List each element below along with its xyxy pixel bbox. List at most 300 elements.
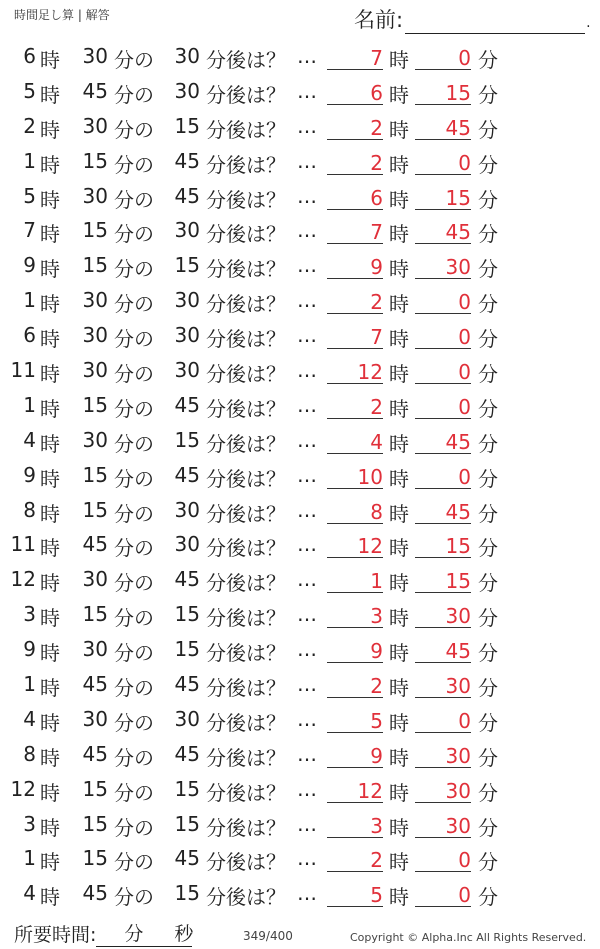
problem-row: [0, 317, 600, 352]
answer-hour: 2: [327, 846, 383, 872]
answer-hour: 9: [327, 253, 383, 279]
minutes-after-label: 分後は？: [206, 222, 286, 247]
name-trailing-dot: .: [586, 15, 591, 31]
answer-hour: 5: [327, 881, 383, 907]
answer-minute: 0: [415, 707, 471, 733]
question-hour: 2: [23, 113, 36, 138]
problem-row: [0, 771, 600, 806]
answer-minute-label: 分: [478, 676, 498, 701]
ellipsis: …: [297, 218, 317, 243]
answer-minute-label: 分: [478, 466, 498, 491]
question-minute: 30: [82, 183, 108, 208]
question-hour: 9: [23, 637, 36, 662]
ellipsis: …: [297, 113, 317, 138]
minute-of-label: 分の: [114, 745, 154, 770]
ellipsis: …: [297, 532, 317, 557]
problem-row: [0, 875, 600, 910]
question-minute: 15: [82, 392, 108, 417]
answer-hour-label: 時: [389, 536, 409, 561]
answer-hour: 1: [327, 567, 383, 593]
problem-row: [0, 178, 600, 213]
minute-of-label: 分の: [114, 885, 154, 910]
minutes-after-label: 分後は？: [206, 82, 286, 107]
ellipsis: …: [297, 288, 317, 313]
time-required: [14, 920, 192, 947]
added-minutes: 15: [174, 113, 200, 138]
question-hour: 1: [23, 846, 36, 871]
added-minutes: 15: [174, 776, 200, 801]
question-hour: 12: [10, 776, 36, 801]
answer-hour-label: 時: [389, 152, 409, 177]
minute-of-label: 分の: [114, 501, 154, 526]
minutes-after-label: 分後は？: [206, 187, 286, 212]
answer-hour: 10: [327, 463, 383, 489]
question-hour: 9: [23, 253, 36, 278]
hour-label: 時: [40, 606, 60, 631]
question-minute: 15: [82, 846, 108, 871]
added-minutes: 45: [174, 567, 200, 592]
minutes-after-label: 分後は？: [206, 117, 286, 142]
question-minute: 30: [82, 567, 108, 592]
added-minutes: 45: [174, 672, 200, 697]
added-minutes: 15: [174, 427, 200, 452]
hour-label: 時: [40, 48, 60, 72]
question-hour: 3: [23, 811, 36, 836]
hour-label: 時: [40, 571, 60, 596]
question-hour: 8: [23, 741, 36, 766]
minutes-after-label: 分後は？: [206, 606, 286, 631]
added-minutes: 15: [174, 881, 200, 906]
page-number: 349/400: [243, 929, 293, 943]
answer-hour-label: 時: [389, 187, 409, 212]
answer-minute-label: 分: [478, 780, 498, 805]
question-minute: 30: [82, 637, 108, 662]
minute-of-label: 分の: [114, 710, 154, 735]
added-minutes: 30: [174, 532, 200, 557]
added-minutes: 15: [174, 811, 200, 836]
answer-minute-label: 分: [478, 257, 498, 282]
question-minute: 30: [82, 706, 108, 731]
added-minutes: 30: [174, 44, 200, 68]
added-minutes: 45: [174, 392, 200, 417]
answer-minute: 45: [415, 428, 471, 454]
question-hour: 5: [23, 78, 36, 103]
ellipsis: …: [297, 567, 317, 592]
answer-hour-label: 時: [389, 466, 409, 491]
question-minute: 30: [82, 113, 108, 138]
answer-minute: 0: [415, 881, 471, 907]
answer-hour-label: 時: [389, 885, 409, 910]
answer-hour: 2: [327, 288, 383, 314]
question-minute: 30: [82, 358, 108, 383]
minutes-after-label: 分後は？: [206, 536, 286, 561]
question-hour: 1: [23, 288, 36, 313]
minutes-after-label: 分後は？: [206, 257, 286, 282]
minute-of-label: 分の: [114, 292, 154, 317]
minute-of-label: 分の: [114, 536, 154, 561]
added-minutes: 30: [174, 288, 200, 313]
hour-label: 時: [40, 676, 60, 701]
problem-row: [0, 701, 600, 736]
answer-hour-label: 時: [389, 431, 409, 456]
minute-of-label: 分の: [114, 466, 154, 491]
ellipsis: …: [297, 183, 317, 208]
hour-label: 時: [40, 710, 60, 735]
problem-row: [0, 38, 600, 73]
problem-row: [0, 526, 600, 561]
answer-minute: 0: [415, 44, 471, 70]
name-label: 名前:: [354, 8, 404, 32]
answer-minute-label: 分: [478, 82, 498, 107]
problem-row: [0, 840, 600, 875]
question-hour: 4: [23, 427, 36, 452]
hour-label: 時: [40, 222, 60, 247]
ellipsis: …: [297, 602, 317, 627]
question-minute: 15: [82, 462, 108, 487]
question-minute: 15: [82, 811, 108, 836]
ellipsis: …: [297, 706, 317, 731]
question-hour: 1: [23, 392, 36, 417]
answer-hour: 7: [327, 323, 383, 349]
answer-minute-label: 分: [478, 885, 498, 910]
answer-hour-label: 時: [389, 606, 409, 631]
added-minutes: 45: [174, 462, 200, 487]
question-minute: 15: [82, 602, 108, 627]
added-minutes: 45: [174, 183, 200, 208]
hour-label: 時: [40, 745, 60, 770]
answer-minute: 15: [415, 532, 471, 558]
minute-of-label: 分の: [114, 117, 154, 142]
answer-hour-label: 時: [389, 396, 409, 421]
answer-hour-label: 時: [389, 780, 409, 805]
question-minute: 30: [82, 44, 108, 68]
answer-minute-label: 分: [478, 641, 498, 666]
minute-of-label: 分の: [114, 257, 154, 282]
answer-hour: 9: [327, 637, 383, 663]
minutes-after-label: 分後は？: [206, 431, 286, 456]
answer-minute-label: 分: [478, 815, 498, 840]
answer-minute: 30: [415, 742, 471, 768]
minute-of-label: 分の: [114, 396, 154, 421]
question-hour: 9: [23, 462, 36, 487]
added-minutes: 30: [174, 218, 200, 243]
added-minutes: 30: [174, 78, 200, 103]
problem-row: [0, 736, 600, 771]
answer-minute: 0: [415, 288, 471, 314]
hour-label: 時: [40, 396, 60, 421]
minute-of-label: 分の: [114, 641, 154, 666]
question-hour: 7: [23, 218, 36, 243]
worksheet-title: 時間足し算 | 解答: [14, 8, 110, 22]
answer-minute: 45: [415, 637, 471, 663]
answer-hour: 2: [327, 672, 383, 698]
answer-minute-label: 分: [478, 850, 498, 875]
answer-hour: 12: [327, 358, 383, 384]
ellipsis: …: [297, 776, 317, 801]
hour-label: 時: [40, 850, 60, 875]
ellipsis: …: [297, 392, 317, 417]
question-hour: 6: [23, 323, 36, 348]
answer-minute-label: 分: [478, 117, 498, 142]
hour-label: 時: [40, 362, 60, 387]
minutes-after-label: 分後は？: [206, 396, 286, 421]
answer-hour: 3: [327, 812, 383, 838]
answer-minute: 45: [415, 114, 471, 140]
problem-row: [0, 561, 600, 596]
problem-row: [0, 212, 600, 247]
answer-minute: 0: [415, 149, 471, 175]
minute-of-label: 分の: [114, 187, 154, 212]
hour-label: 時: [40, 327, 60, 352]
minute-of-label: 分の: [114, 850, 154, 875]
question-hour: 3: [23, 602, 36, 627]
ellipsis: …: [297, 253, 317, 278]
minutes-after-label: 分後は？: [206, 466, 286, 491]
answer-hour-label: 時: [389, 362, 409, 387]
answer-hour: 12: [327, 532, 383, 558]
hour-label: 時: [40, 187, 60, 212]
minute-of-label: 分の: [114, 222, 154, 247]
question-hour: 11: [10, 358, 36, 383]
answer-minute: 0: [415, 463, 471, 489]
answer-hour-label: 時: [389, 257, 409, 282]
question-hour: 1: [23, 672, 36, 697]
minutes-after-label: 分後は？: [206, 571, 286, 596]
time-required-label: 所要時間:: [14, 924, 97, 946]
answer-minute-label: 分: [478, 48, 498, 72]
question-hour: 12: [10, 567, 36, 592]
minute-of-label: 分の: [114, 606, 154, 631]
minutes-after-label: 分後は？: [206, 710, 286, 735]
answer-hour: 7: [327, 218, 383, 244]
answer-hour-label: 時: [389, 48, 409, 72]
hour-label: 時: [40, 641, 60, 666]
answer-minute: 45: [415, 218, 471, 244]
ellipsis: …: [297, 881, 317, 906]
problem-row: [0, 143, 600, 178]
added-minutes: 15: [174, 637, 200, 662]
answer-hour-label: 時: [389, 710, 409, 735]
question-minute: 45: [82, 881, 108, 906]
added-minutes: 30: [174, 323, 200, 348]
minutes-after-label: 分後は？: [206, 850, 286, 875]
answer-minute-label: 分: [478, 152, 498, 177]
hour-label: 時: [40, 780, 60, 805]
answer-minute: 0: [415, 393, 471, 419]
question-minute: 45: [82, 78, 108, 103]
answer-minute-label: 分: [478, 222, 498, 247]
answer-hour-label: 時: [389, 292, 409, 317]
minute-of-label: 分の: [114, 327, 154, 352]
answer-hour-label: 時: [389, 82, 409, 107]
ellipsis: …: [297, 148, 317, 173]
hour-label: 時: [40, 257, 60, 282]
answer-hour-label: 時: [389, 676, 409, 701]
problem-row: [0, 282, 600, 317]
problem-row: [0, 352, 600, 387]
answer-minute: 0: [415, 323, 471, 349]
problem-row: [0, 457, 600, 492]
ellipsis: …: [297, 462, 317, 487]
hour-label: 時: [40, 815, 60, 840]
added-minutes: 30: [174, 497, 200, 522]
answer-hour: 4: [327, 428, 383, 454]
hour-label: 時: [40, 536, 60, 561]
answer-hour: 7: [327, 44, 383, 70]
answer-hour: 6: [327, 79, 383, 105]
question-minute: 15: [82, 218, 108, 243]
question-hour: 6: [23, 44, 36, 68]
minutes-after-label: 分後は？: [206, 501, 286, 526]
question-hour: 4: [23, 706, 36, 731]
hour-label: 時: [40, 885, 60, 910]
ellipsis: …: [297, 637, 317, 662]
problem-row: [0, 247, 600, 282]
answer-minute: 45: [415, 498, 471, 524]
minute-of-label: 分の: [114, 780, 154, 805]
question-minute: 30: [82, 288, 108, 313]
answer-hour-label: 時: [389, 501, 409, 526]
minutes-after-label: 分後は？: [206, 815, 286, 840]
minute-of-label: 分の: [114, 362, 154, 387]
answer-hour-label: 時: [389, 850, 409, 875]
time-required-blank: [96, 923, 194, 947]
minutes-after-label: 分後は？: [206, 676, 286, 701]
question-minute: 30: [82, 427, 108, 452]
answer-minute: 0: [415, 846, 471, 872]
answer-hour-label: 時: [389, 117, 409, 142]
ellipsis: …: [297, 846, 317, 871]
minute-of-label: 分の: [114, 676, 154, 701]
question-minute: 15: [82, 148, 108, 173]
problem-row: [0, 108, 600, 143]
ellipsis: …: [297, 358, 317, 383]
hour-label: 時: [40, 82, 60, 107]
answer-hour: 12: [327, 777, 383, 803]
ellipsis: …: [297, 672, 317, 697]
question-minute: 45: [82, 532, 108, 557]
answer-minute-label: 分: [478, 187, 498, 212]
answer-hour-label: 時: [389, 327, 409, 352]
minutes-after-label: 分後は？: [206, 362, 286, 387]
ellipsis: …: [297, 741, 317, 766]
answer-minute-label: 分: [478, 396, 498, 421]
problem-row: [0, 492, 600, 527]
hour-label: 時: [40, 431, 60, 456]
ellipsis: …: [297, 323, 317, 348]
answer-hour: 8: [327, 498, 383, 524]
minute-of-label: 分の: [114, 815, 154, 840]
problem-row: [0, 596, 600, 631]
minutes-after-label: 分後は？: [206, 745, 286, 770]
answer-hour-label: 時: [389, 745, 409, 770]
answer-hour: 3: [327, 602, 383, 628]
hour-label: 時: [40, 466, 60, 491]
answer-minute-label: 分: [478, 571, 498, 596]
ellipsis: …: [297, 497, 317, 522]
minute-of-label: 分の: [114, 48, 154, 72]
minute-of-label: 分の: [114, 571, 154, 596]
added-minutes: 15: [174, 253, 200, 278]
answer-hour: 9: [327, 742, 383, 768]
answer-hour: 2: [327, 393, 383, 419]
question-hour: 4: [23, 881, 36, 906]
copyright-notice: Copyright © Alpha.Inc All Rights Reserved.: [350, 931, 587, 944]
answer-minute: 15: [415, 79, 471, 105]
minutes-after-label: 分後は？: [206, 327, 286, 352]
answer-minute: 30: [415, 602, 471, 628]
question-minute: 15: [82, 776, 108, 801]
question-minute: 15: [82, 253, 108, 278]
question-minute: 45: [82, 672, 108, 697]
minutes-after-label: 分後は？: [206, 641, 286, 666]
name-blank-line: [405, 11, 585, 34]
answer-hour: 5: [327, 707, 383, 733]
minutes-after-label: 分後は？: [206, 885, 286, 910]
answer-minute-label: 分: [478, 292, 498, 317]
answer-minute-label: 分: [478, 431, 498, 456]
problem-row: [0, 666, 600, 701]
answer-minute: 30: [415, 777, 471, 803]
hour-label: 時: [40, 152, 60, 177]
problem-list: [0, 38, 600, 910]
minutes-label: 分: [124, 923, 144, 945]
question-minute: 15: [82, 497, 108, 522]
answer-minute: 30: [415, 253, 471, 279]
answer-hour: 2: [327, 114, 383, 140]
answer-hour-label: 時: [389, 571, 409, 596]
answer-hour: 2: [327, 149, 383, 175]
answer-minute-label: 分: [478, 710, 498, 735]
question-hour: 8: [23, 497, 36, 522]
answer-minute: 0: [415, 358, 471, 384]
problem-row: [0, 422, 600, 457]
question-hour: 11: [10, 532, 36, 557]
problem-row: [0, 73, 600, 108]
answer-hour: 6: [327, 184, 383, 210]
question-hour: 1: [23, 148, 36, 173]
minutes-after-label: 分後は？: [206, 292, 286, 317]
hour-label: 時: [40, 501, 60, 526]
minutes-after-label: 分後は？: [206, 48, 286, 72]
problem-row: [0, 631, 600, 666]
ellipsis: …: [297, 78, 317, 103]
seconds-label: 秒: [174, 923, 194, 945]
answer-minute-label: 分: [478, 536, 498, 561]
added-minutes: 45: [174, 846, 200, 871]
ellipsis: …: [297, 811, 317, 836]
ellipsis: …: [297, 44, 317, 68]
minute-of-label: 分の: [114, 82, 154, 107]
answer-minute: 15: [415, 184, 471, 210]
hour-label: 時: [40, 117, 60, 142]
question-hour: 5: [23, 183, 36, 208]
answer-minute-label: 分: [478, 606, 498, 631]
answer-minute: 15: [415, 567, 471, 593]
answer-hour-label: 時: [389, 222, 409, 247]
added-minutes: 45: [174, 741, 200, 766]
question-minute: 45: [82, 741, 108, 766]
ellipsis: …: [297, 427, 317, 452]
added-minutes: 45: [174, 148, 200, 173]
added-minutes: 30: [174, 358, 200, 383]
added-minutes: 15: [174, 602, 200, 627]
question-minute: 30: [82, 323, 108, 348]
answer-minute: 30: [415, 672, 471, 698]
answer-minute-label: 分: [478, 362, 498, 387]
name-field: [354, 4, 591, 34]
minute-of-label: 分の: [114, 152, 154, 177]
